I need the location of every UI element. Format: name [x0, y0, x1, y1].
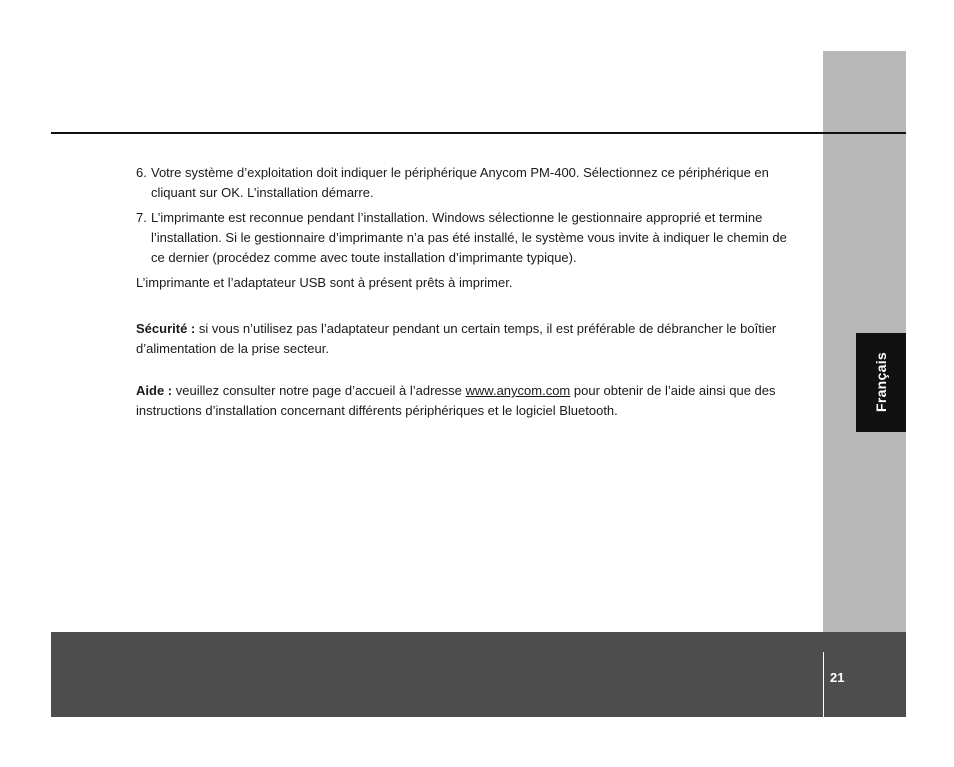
step-7 [136, 208, 796, 268]
footer-bar [51, 632, 906, 717]
step-6 [136, 163, 796, 203]
header-rule [51, 132, 906, 134]
language-tab-label: Français [873, 352, 889, 412]
step-number: 6. [136, 165, 147, 180]
security-label: Sécurité : [136, 321, 196, 336]
help-paragraph [136, 381, 796, 421]
help-text-after: pour obtenir de l’aide ainsi que des instructions d’installation concernant différents périphériques et le logiciel Bluetooth. [136, 383, 776, 418]
step-number: 7. [136, 210, 147, 225]
footer-divider [823, 652, 824, 717]
ready-paragraph: L’imprimante et l’adaptateur USB sont à présent prêts à imprimer. [136, 275, 513, 290]
help-text-before: veuillez consulter notre page d’accueil à l’adresse [172, 383, 466, 398]
website-link[interactable]: www.anycom.com [465, 383, 571, 398]
security-paragraph [136, 319, 796, 359]
security-text: si vous n’utilisez pas l’adaptateur pendant un certain temps, il est préférable de débrancher le boîtier d’alimentation de la prise secteur. [136, 321, 777, 356]
step-text: L’imprimante est reconnue pendant l’installation. Windows sélectionne le gestionnaire approprié et termine l’installation. Si le gestionnaire d’imprimante n’a pas été installé, le système vous invite à indiquer le chemin de ce dernier (procédez comme avec toute installation d’imprimante typique). [151, 210, 787, 265]
page-number: 21 [830, 670, 845, 685]
main-content [136, 163, 796, 421]
step-text: Votre système d’exploitation doit indiquer le périphérique Anycom PM-400. Sélectionnez ce périphérique en cliquant sur OK. L’installation démarre. [151, 165, 769, 200]
help-label: Aide : [136, 383, 173, 398]
